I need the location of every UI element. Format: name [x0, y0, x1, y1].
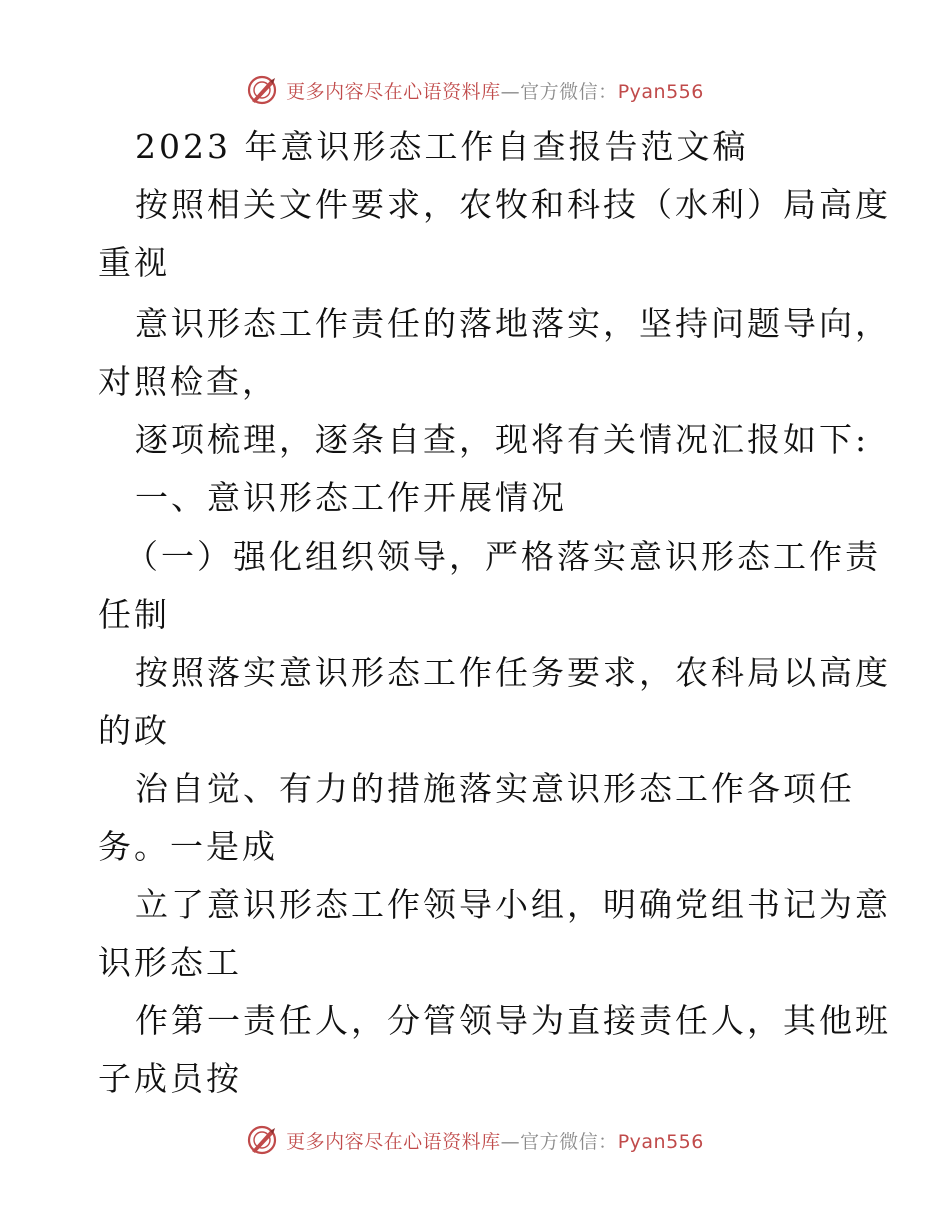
paragraph-line: 按照落实意识形态工作任务要求，农科局以高度 — [135, 653, 891, 692]
watermark-text — [286, 1127, 704, 1154]
paragraph-line: 作第一责任人，分管领导为直接责任人，其他班 — [135, 1001, 891, 1040]
footer-watermark — [0, 1120, 950, 1160]
quill-seal-icon — [246, 74, 278, 106]
paragraph-line: 识形态工 — [98, 943, 242, 982]
watermark-site: 更多内容尽在心语资料库 — [286, 80, 501, 103]
watermark-wechat-label: 官方微信： — [520, 80, 618, 103]
watermark-account: Pyan556 — [617, 80, 704, 103]
watermark-site: 更多内容尽在心语资料库 — [286, 1130, 501, 1153]
paragraph-line: 务。一是成 — [98, 827, 278, 866]
section-heading: 一、意识形态工作开展情况 — [135, 478, 567, 517]
quill-seal-icon — [246, 1124, 278, 1156]
paragraph-line: 子成员按 — [98, 1059, 242, 1098]
document-title: 2023 年意识形态工作自查报告范文稿 — [135, 127, 749, 166]
paragraph-line: 对照检查， — [98, 362, 278, 401]
paragraph-line: 意识形态工作责任的落地落实，坚持问题导向， — [135, 304, 891, 343]
subsection-heading-cont: 任制 — [98, 595, 170, 634]
watermark-separator: — — [500, 80, 521, 103]
paragraph-line: 重视 — [98, 243, 170, 282]
paragraph-line: 逐项梳理，逐条自查，现将有关情况汇报如下: — [135, 420, 870, 459]
watermark-account: Pyan556 — [617, 1130, 704, 1153]
paragraph-line: 的政 — [98, 711, 170, 750]
paragraph-line: 治自觉、有力的措施落实意识形态工作各项任 — [135, 769, 855, 808]
watermark-text — [286, 77, 704, 104]
watermark-separator: — — [500, 1130, 521, 1153]
paragraph-line: 立了意识形态工作领导小组，明确党组书记为意 — [135, 885, 891, 924]
subsection-heading: （一）强化组织领导，严格落实意识形态工作责 — [125, 537, 881, 576]
watermark-wechat-label: 官方微信： — [520, 1130, 618, 1153]
paragraph-line: 按照相关文件要求，农牧和科技（水利）局高度 — [135, 185, 891, 224]
header-watermark — [0, 70, 950, 110]
